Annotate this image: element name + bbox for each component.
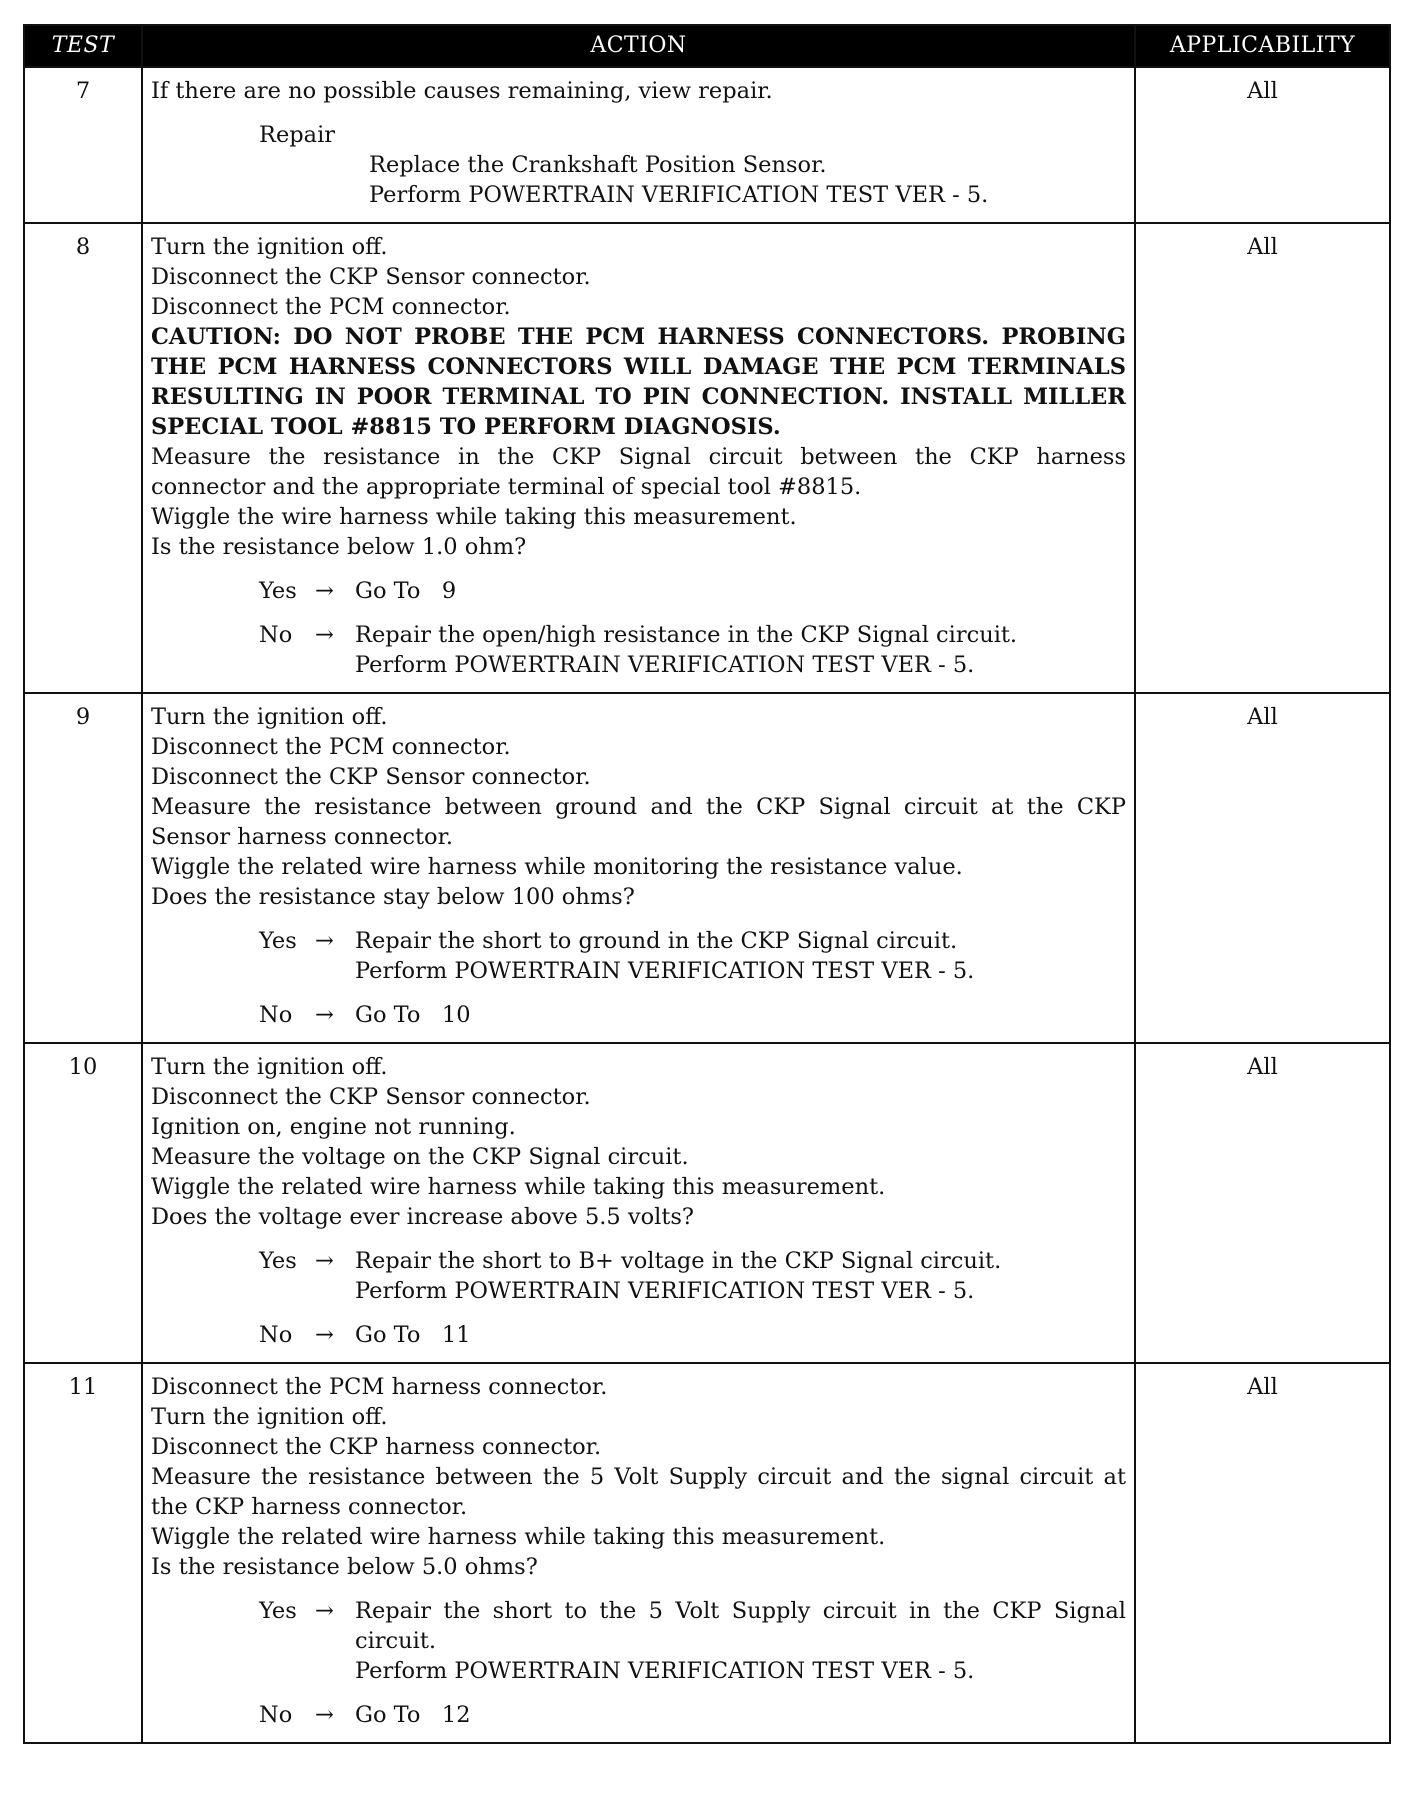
action-step: Disconnect the CKP Sensor connector. <box>151 1084 591 1110</box>
no-label: No <box>259 1322 293 1348</box>
action-step: Disconnect the PCM connector. <box>151 734 511 760</box>
yes-label: Yes <box>259 1248 297 1274</box>
action-step: Measure the resistance between ground and the CKP Signal circuit at the CKP Sensor harness connector. <box>151 794 1126 850</box>
yes-result <box>355 926 1126 986</box>
diagnostic-table <box>23 24 1391 1744</box>
action-step: Disconnect the CKP harness connector. <box>151 1434 602 1460</box>
applicability-cell: All <box>1135 1043 1390 1363</box>
action-cell <box>142 693 1135 1043</box>
test-number: 8 <box>24 223 142 693</box>
result-step: Perform POWERTRAIN VERIFICATION TEST VER - 5. <box>355 1658 975 1684</box>
action-step: Wiggle the related wire harness while monitoring the resistance value. <box>151 854 963 880</box>
test-number: 10 <box>24 1043 142 1363</box>
repair-block <box>151 120 1126 210</box>
result-step: Repair the short to ground in the CKP Signal circuit. <box>355 928 958 954</box>
header-applicability: APPLICABILITY <box>1135 25 1390 67</box>
action-step: Ignition on, engine not running. <box>151 1114 516 1140</box>
outcome-no <box>151 620 1126 680</box>
right-arrow-icon: → <box>315 1002 334 1028</box>
header-test: TEST <box>24 25 142 67</box>
action-step: Is the resistance below 5.0 ohms? <box>151 1554 538 1580</box>
result-step: Perform POWERTRAIN VERIFICATION TEST VER - 5. <box>355 1278 975 1304</box>
outcome-yes <box>151 1246 1126 1306</box>
no-label: No <box>259 622 293 648</box>
table-row <box>24 1363 1390 1743</box>
action-step: Measure the voltage on the CKP Signal circuit. <box>151 1144 689 1170</box>
repair-step: Perform POWERTRAIN VERIFICATION TEST VER - 5. <box>369 182 989 208</box>
action-step: Turn the ignition off. <box>151 1404 388 1430</box>
header-action: ACTION <box>142 25 1135 67</box>
header-row <box>24 25 1390 67</box>
right-arrow-icon: → <box>315 928 334 954</box>
outcome-yes <box>151 1596 1134 1686</box>
table-row <box>24 223 1390 693</box>
action-step: Turn the ignition off. <box>151 704 388 730</box>
applicability-cell: All <box>1135 693 1390 1043</box>
yes-result <box>355 1246 1126 1306</box>
right-arrow-icon: → <box>315 578 334 604</box>
right-arrow-icon: → <box>315 1702 334 1728</box>
yes-label: Yes <box>259 1598 297 1624</box>
no-result <box>355 1700 1126 1730</box>
result-step: Go To 11 <box>355 1322 471 1348</box>
outcome-yes <box>151 926 1126 986</box>
table-row <box>24 67 1390 223</box>
table-row <box>24 1043 1390 1363</box>
action-cell <box>142 223 1135 693</box>
applicability-cell: All <box>1135 67 1390 223</box>
repair-label: Repair <box>259 122 336 148</box>
result-step: Go To 12 <box>355 1702 471 1728</box>
result-step: Go To 9 <box>355 578 457 604</box>
document-page <box>23 24 1389 1744</box>
outcome-no <box>151 1320 1126 1350</box>
outcome-yes <box>151 576 1126 606</box>
action-step: Disconnect the CKP Sensor connector. <box>151 264 591 290</box>
right-arrow-icon: → <box>315 1322 334 1348</box>
action-cell <box>142 67 1135 223</box>
result-step: Perform POWERTRAIN VERIFICATION TEST VER - 5. <box>355 652 975 678</box>
repair-step: Replace the Crankshaft Position Sensor. <box>369 152 827 178</box>
action-step: Is the resistance below 1.0 ohm? <box>151 534 527 560</box>
action-step: Wiggle the related wire harness while taking this measurement. <box>151 1174 886 1200</box>
no-result <box>355 1000 1126 1030</box>
no-label: No <box>259 1702 293 1728</box>
action-step: Does the voltage ever increase above 5.5 volts? <box>151 1204 694 1230</box>
result-step: Repair the open/high resistance in the CKP Signal circuit. <box>355 622 1018 648</box>
yes-result <box>355 576 1126 606</box>
action-cell <box>142 1363 1135 1743</box>
action-step: Measure the resistance in the CKP Signal circuit between the CKP harness connector and the appropriate terminal of special tool #8815. <box>151 444 1126 500</box>
action-step: Wiggle the wire harness while taking this measurement. <box>151 504 797 530</box>
yes-result <box>355 1596 1134 1686</box>
test-number: 11 <box>24 1363 142 1743</box>
action-step: Disconnect the PCM connector. <box>151 294 511 320</box>
action-step: If there are no possible causes remaining, view repair. <box>151 78 773 104</box>
yes-label: Yes <box>259 578 297 604</box>
result-step: Go To 10 <box>355 1002 471 1028</box>
yes-label: Yes <box>259 928 297 954</box>
right-arrow-icon: → <box>315 1248 334 1274</box>
outcome-no <box>151 1700 1126 1730</box>
action-step: Disconnect the PCM harness connector. <box>151 1374 608 1400</box>
caution-text: CAUTION: DO NOT PROBE THE PCM HARNESS CONNECTORS. PROBING THE PCM HARNESS CONNECTORS WILL DAMAGE THE PCM TERMINALS RESULTING IN POOR TERMINAL TO PIN CONNECTION. INSTALL MILLER SPECIAL TOOL #8815 TO PERFORM DIAGNOSIS. <box>151 324 1126 440</box>
action-step: Turn the ignition off. <box>151 1054 388 1080</box>
action-step: Wiggle the related wire harness while taking this measurement. <box>151 1524 886 1550</box>
no-result <box>355 620 1126 680</box>
result-step: Repair the short to B+ voltage in the CKP Signal circuit. <box>355 1248 1002 1274</box>
test-number: 9 <box>24 693 142 1043</box>
right-arrow-icon: → <box>315 622 334 648</box>
action-step: Measure the resistance between the 5 Volt Supply circuit and the signal circuit at the CKP harness connector. <box>151 1464 1126 1520</box>
action-step: Turn the ignition off. <box>151 234 388 260</box>
result-step: Repair the short to the 5 Volt Supply circuit in the CKP Signal circuit. <box>355 1598 1134 1654</box>
applicability-cell: All <box>1135 1363 1390 1743</box>
test-number: 7 <box>24 67 142 223</box>
right-arrow-icon: → <box>315 1598 334 1624</box>
action-step: Disconnect the CKP Sensor connector. <box>151 764 591 790</box>
action-step: Does the resistance stay below 100 ohms? <box>151 884 635 910</box>
no-label: No <box>259 1002 293 1028</box>
action-cell <box>142 1043 1135 1363</box>
applicability-cell: All <box>1135 223 1390 693</box>
outcome-no <box>151 1000 1126 1030</box>
no-result <box>355 1320 1126 1350</box>
table-row <box>24 693 1390 1043</box>
result-step: Perform POWERTRAIN VERIFICATION TEST VER - 5. <box>355 958 975 984</box>
